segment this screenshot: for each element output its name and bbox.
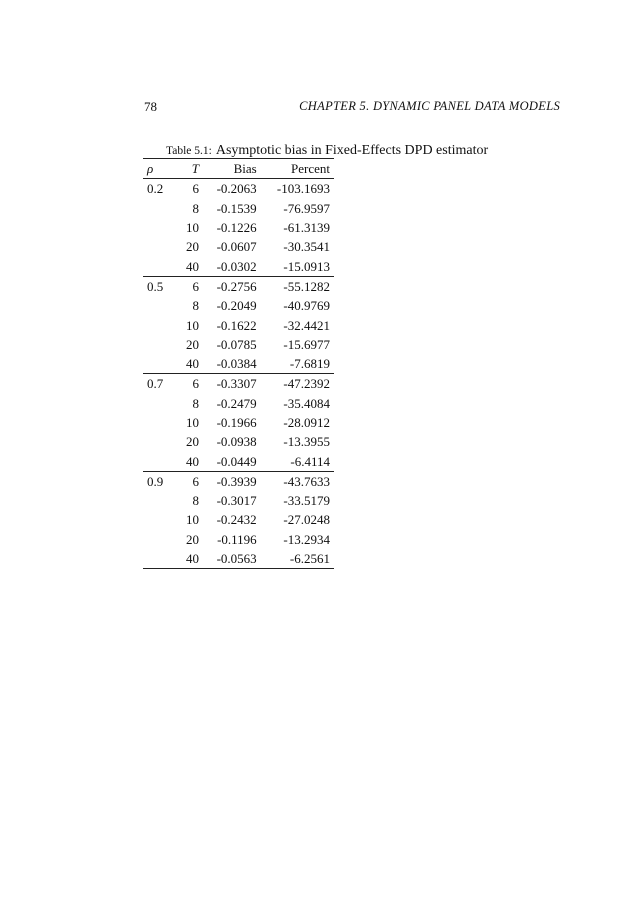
t-cell: 20 <box>186 434 199 450</box>
table-row <box>143 471 334 491</box>
bias-cell: -0.3307 <box>216 376 257 392</box>
percent-cell: -15.6977 <box>283 336 330 352</box>
rho-cell <box>143 491 173 510</box>
table-row <box>143 451 334 471</box>
bias-table <box>143 158 334 569</box>
table-row <box>143 432 334 451</box>
table-row <box>143 549 334 569</box>
percent-cell: -13.3955 <box>283 434 330 450</box>
percent-cell: -103.1693 <box>276 181 330 197</box>
bias-cell: -0.2756 <box>216 278 257 294</box>
bias-cell: -0.0785 <box>216 336 257 352</box>
column-header-bias: Bias <box>233 161 257 177</box>
table-row <box>143 179 334 199</box>
bias-cell: -0.1966 <box>216 415 257 430</box>
percent-cell: -7.6819 <box>289 356 330 372</box>
t-cell: 8 <box>192 298 199 314</box>
t-cell: 6 <box>192 473 199 489</box>
percent-cell: -43.7633 <box>283 473 330 489</box>
rho-cell: 0.7 <box>147 376 164 392</box>
bias-cell: -0.1226 <box>216 220 257 236</box>
bias-cell: -0.2479 <box>216 395 257 411</box>
percent-cell: -76.9597 <box>283 200 330 216</box>
rho-cell: 0.5 <box>147 278 164 294</box>
bias-cell: -0.0607 <box>216 239 257 255</box>
percent-cell: -30.3541 <box>283 239 330 255</box>
t-cell: 10 <box>186 317 199 333</box>
bias-cell: -0.0384 <box>216 356 257 372</box>
t-cell: 40 <box>186 356 199 372</box>
table-caption-label: Table 5.1: <box>166 145 212 157</box>
percent-cell: -35.4084 <box>283 395 330 411</box>
rho-cell: 0.2 <box>147 181 164 197</box>
percent-cell: -6.2561 <box>289 551 330 567</box>
rho-cell <box>143 549 173 569</box>
bias-cell: -0.2432 <box>216 512 257 528</box>
bias-cell: -0.3017 <box>216 493 257 509</box>
t-cell: 10 <box>186 512 199 528</box>
bias-cell: -0.3939 <box>216 473 257 489</box>
table-row <box>143 394 334 413</box>
rho-cell <box>143 510 173 529</box>
percent-cell: -55.1282 <box>283 278 330 294</box>
t-cell: 20 <box>186 336 199 352</box>
column-header-percent: Percent <box>291 161 330 177</box>
bias-cell: -0.1539 <box>216 200 257 216</box>
percent-cell: -61.3139 <box>283 220 330 236</box>
column-header-t: T <box>191 161 199 177</box>
t-cell: 6 <box>192 278 199 294</box>
rho-cell <box>143 256 173 276</box>
table-row <box>143 276 334 296</box>
bias-cell: -0.1622 <box>216 317 257 333</box>
percent-cell: -32.4421 <box>283 317 330 333</box>
rho-cell <box>143 530 173 549</box>
table-header-row <box>143 159 334 179</box>
rho-cell: 0.9 <box>147 473 164 489</box>
rho-cell <box>143 237 173 256</box>
t-cell: 8 <box>192 493 199 509</box>
bias-cell: -0.1196 <box>217 531 257 547</box>
percent-cell: -13.2934 <box>283 531 330 547</box>
rho-cell <box>143 199 173 218</box>
bias-cell: -0.0563 <box>216 551 257 567</box>
t-cell: 40 <box>186 453 199 469</box>
t-cell: 8 <box>192 395 199 411</box>
percent-cell: -6.4114 <box>290 453 330 469</box>
rho-cell <box>143 315 173 334</box>
column-header-rho: ρ <box>147 161 154 177</box>
rho-cell <box>143 296 173 315</box>
table-row <box>143 413 334 432</box>
bias-cell: -0.0449 <box>216 453 257 469</box>
percent-cell: -27.0248 <box>283 512 330 528</box>
t-cell: 8 <box>192 200 199 216</box>
t-cell: 10 <box>186 220 199 236</box>
bias-cell: -0.2049 <box>216 298 257 314</box>
bias-cell: -0.2063 <box>216 181 257 197</box>
bias-cell: -0.0938 <box>216 434 257 450</box>
percent-cell: -15.0913 <box>283 258 330 274</box>
table-row <box>143 199 334 218</box>
page-number: 78 <box>144 99 157 114</box>
rho-cell <box>143 335 173 354</box>
t-cell: 40 <box>186 551 199 567</box>
rho-cell <box>143 354 173 374</box>
t-cell: 20 <box>186 531 199 547</box>
percent-cell: -28.0912 <box>283 415 330 430</box>
rho-cell <box>143 218 173 237</box>
table-caption-text: Asymptotic bias in Fixed-Effects DPD estimator <box>215 143 489 158</box>
table-row <box>143 335 334 354</box>
t-cell: 6 <box>192 376 199 392</box>
t-cell: 6 <box>192 181 199 197</box>
table-body <box>143 179 334 569</box>
table-row <box>143 218 334 237</box>
percent-cell: -47.2392 <box>283 376 330 392</box>
table-row <box>143 374 334 394</box>
t-cell: 10 <box>186 415 199 430</box>
rho-cell <box>143 432 173 451</box>
table-row <box>143 256 334 276</box>
table-row <box>143 296 334 315</box>
table-row <box>143 237 334 256</box>
table-caption <box>166 141 488 159</box>
t-cell: 40 <box>186 258 199 274</box>
table-row <box>143 315 334 334</box>
table-row <box>143 510 334 529</box>
rho-cell <box>143 451 173 471</box>
table-row <box>143 354 334 374</box>
rho-cell <box>143 394 173 413</box>
table-row <box>143 491 334 510</box>
bias-cell: -0.0302 <box>216 258 257 274</box>
t-cell: 20 <box>186 239 199 255</box>
percent-cell: -40.9769 <box>283 298 330 314</box>
rho-cell <box>143 413 173 432</box>
running-head: CHAPTER 5. DYNAMIC PANEL DATA MODELS <box>299 99 560 113</box>
percent-cell: -33.5179 <box>283 493 330 509</box>
table-row <box>143 530 334 549</box>
